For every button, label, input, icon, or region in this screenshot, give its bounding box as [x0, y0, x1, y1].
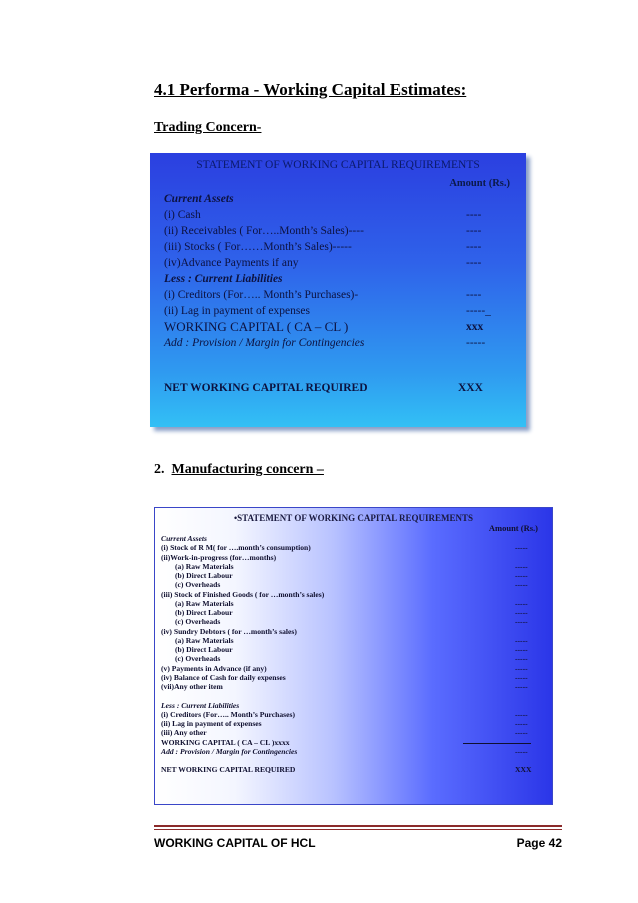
panel1-amount-header: Amount (Rs.)	[449, 178, 510, 189]
panel1-wc-rest: ( CA – CL )	[283, 319, 349, 334]
panel2-row-value: -----	[515, 580, 528, 590]
panel2-row-label: Current Assets	[161, 534, 207, 543]
panel1-liability-label: (ii) Lag in payment of expenses	[164, 305, 310, 317]
panel2-row-label: (a) Raw Materials	[175, 598, 234, 608]
panel2-row-label: (iv) Balance of Cash for daily expenses	[161, 672, 286, 682]
footer-rule-thick	[154, 825, 562, 827]
panel1-less-label: Less : Current Liabilities	[164, 273, 283, 285]
panel1-item-label: (iv)Advance Payments if any	[164, 257, 299, 269]
panel2-row-value: -----	[515, 598, 528, 608]
footer-rule-thin	[154, 829, 562, 830]
panel2-row-value: XXX	[515, 765, 532, 775]
panel2-row-label: (ii) Lag in payment of expenses	[161, 719, 262, 728]
panel2-row-label: (iii) Stock of Finished Goods ( for …month’s sales)	[161, 589, 325, 599]
panel2-row-label: (iii) Any other	[161, 728, 207, 738]
panel2-row-label: (a) Raw Materials	[175, 635, 234, 645]
panel2-row-value: -----	[515, 746, 528, 756]
panel2-row-label: (ii)Work-in-progress (for…months)	[161, 552, 277, 562]
panel2-row-value: -----	[515, 719, 528, 728]
panel1-current-assets: Current Assets	[164, 193, 234, 205]
panel2-row-value: -----	[515, 672, 528, 682]
panel2-row-value: -----	[515, 543, 528, 553]
panel2-row-value: -----	[515, 663, 528, 673]
panel1-liability-label: (i) Creditors (For….. Month’s Purchases)-	[164, 289, 359, 301]
panel2-row-value: -----	[515, 654, 528, 664]
manufacturing-statement-panel	[154, 507, 553, 805]
panel2-row-value: -----	[515, 571, 528, 580]
panel1-title: STATEMENT OF WORKING CAPITAL REQUIREMENTS	[196, 159, 480, 171]
panel1-net-label: NET WORKING CAPITAL REQUIRED	[164, 382, 368, 394]
panel2-row-value: -----	[515, 635, 528, 645]
panel2-row-label: NET WORKING CAPITAL REQUIRED	[161, 765, 296, 775]
panel2-row-value: -----	[515, 645, 528, 654]
manufacturing-text: Manufacturing concern –	[171, 462, 324, 477]
panel1-item-value: ----	[466, 241, 482, 253]
manufacturing-concern-label	[154, 462, 324, 478]
panel2-row-value: -----	[515, 561, 528, 571]
panel1-item-label: (iii) Stocks ( For……Month’s Sales)-----	[164, 241, 352, 253]
panel2-row-value: -----	[515, 617, 528, 627]
panel1-liability-value: -----_	[466, 305, 491, 317]
panel2-row-value: -----	[515, 709, 528, 719]
panel2-row-label: Less : Current Liabilities	[161, 700, 240, 710]
footer-title: WORKING CAPITAL OF HCL	[154, 836, 316, 850]
panel2-row-label: (b) Direct Labour	[175, 608, 233, 617]
panel1-net-value: XXX	[458, 382, 483, 394]
panel1-provision: Add : Provision / Margin for Contingencies	[164, 337, 365, 349]
panel1-working-capital	[164, 319, 348, 335]
section-heading: 4.1 Performa - Working Capital Estimates:	[154, 80, 467, 99]
panel2-row-label: (i) Creditors (For….. Month’s Purchases)	[161, 709, 295, 719]
manufacturing-number: 2.	[154, 462, 165, 477]
panel1-wc-value: xxx	[466, 321, 484, 333]
panel1-liability-value: ----	[466, 289, 482, 301]
panel1-wc-bold: WORKING CAPITAL	[164, 319, 284, 334]
panel2-row-value: -----	[515, 608, 528, 617]
panel2-row-label: (c) Overheads	[175, 617, 221, 627]
panel2-row-value: -----	[515, 682, 528, 691]
panel2-row-label: (a) Raw Materials	[175, 561, 234, 571]
panel2-row-label: Add : Provision / Margin for Contingencies	[161, 746, 298, 756]
panel2-underline	[463, 743, 531, 744]
panel2-row-label: (v) Payments in Advance (if any)	[161, 663, 267, 673]
panel2-row-value: -----	[515, 728, 528, 738]
panel2-row-label: (vii)Any other item	[161, 682, 223, 691]
panel2-title: •STATEMENT OF WORKING CAPITAL REQUIREMENTS	[233, 513, 474, 523]
panel2-row-label: (c) Overheads	[175, 654, 221, 664]
panel2-row-label: (c) Overheads	[175, 580, 221, 590]
trading-statement-panel	[150, 153, 526, 427]
panel1-item-value: ----	[466, 257, 482, 269]
panel1-item-label: (i) Cash	[164, 209, 201, 221]
panel2-row-label: (b) Direct Labour	[175, 571, 233, 580]
panel2-row-label: WORKING CAPITAL ( CA – CL )xxxx	[161, 737, 290, 747]
trading-concern-label: Trading Concern-	[154, 120, 262, 135]
panel1-item-value: ----	[466, 209, 482, 221]
panel1-item-label: (ii) Receivables ( For…..Month’s Sales)----	[164, 225, 364, 237]
panel2-row-label: (i) Stock of R M( for ….month’s consumption)	[161, 543, 311, 553]
panel1-provision-value: -----	[466, 337, 486, 349]
panel2-amount-header: Amount (Rs.)	[488, 523, 538, 533]
footer-page-number: Page 42	[516, 836, 562, 850]
panel2-row-label: (iv) Sundry Debtors ( for …month’s sales)	[161, 626, 297, 636]
panel2-row-label: (b) Direct Labour	[175, 645, 233, 654]
panel1-item-value: ----	[466, 225, 482, 237]
